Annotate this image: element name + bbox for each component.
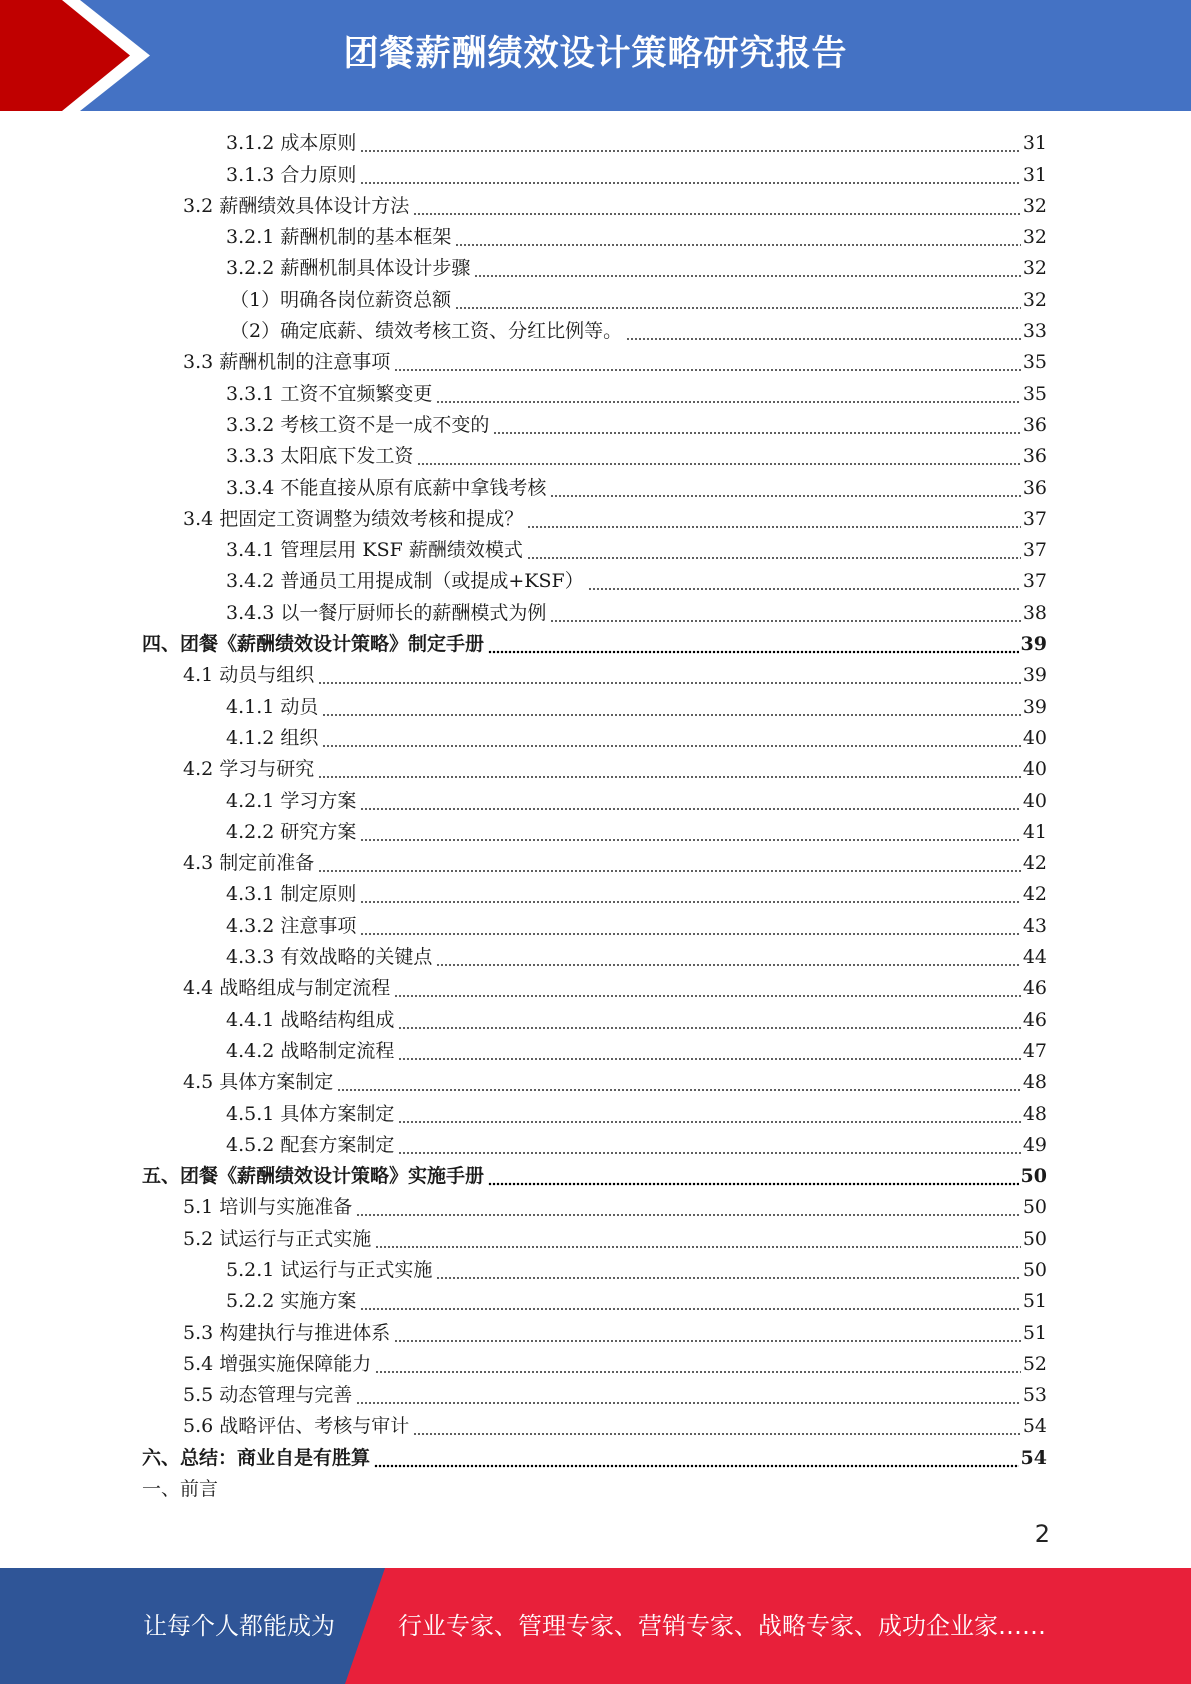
toc-entry-page: 54 [1022, 1415, 1047, 1438]
toc-dot-leader [356, 1192, 1021, 1223]
toc-entry[interactable] [142, 253, 1047, 284]
toc-entry[interactable] [142, 284, 1047, 315]
toc-entry[interactable] [142, 1004, 1047, 1035]
toc-entry-page: 32 [1022, 194, 1047, 217]
toc-entry-page: 49 [1022, 1133, 1047, 1156]
toc-entry-title: 5.1 培训与实施准备 [183, 1196, 353, 1219]
toc-dot-leader [356, 1380, 1021, 1411]
toc-entry-title: （1）明确各岗位薪资总额 [230, 288, 452, 311]
toc-dot-leader [394, 1318, 1021, 1349]
toc-entry-title: 4.5 具体方案制定 [183, 1071, 334, 1094]
toc-entry-title: 4.4.1 战略结构组成 [226, 1008, 395, 1031]
toc-dot-leader [398, 1099, 1020, 1130]
page-header [0, 0, 1191, 111]
toc-entry[interactable] [142, 691, 1047, 722]
page-footer [0, 1568, 1191, 1684]
toc-dot-leader [398, 1036, 1020, 1067]
toc-entry-title: 3.3.2 考核工资不是一成不变的 [226, 413, 490, 436]
toc-dot-leader [360, 817, 1020, 848]
toc-dot-leader [527, 504, 1021, 535]
toc-entry-page: 32 [1022, 257, 1047, 280]
toc-entry-page: 50 [1022, 1258, 1047, 1281]
toc-entry-title: 3.4.2 普通员工用提成制（或提成+KSF） [226, 570, 584, 593]
toc-dot-leader [375, 1349, 1021, 1380]
toc-entry-title: 4.4.2 战略制定流程 [226, 1039, 395, 1062]
toc-entry[interactable] [142, 1286, 1047, 1317]
toc-dot-leader [337, 1067, 1021, 1098]
toc-dot-leader [488, 629, 1019, 660]
toc-dot-leader [588, 566, 1021, 597]
toc-entry-title: 4.2 学习与研究 [183, 758, 315, 781]
toc-entry-page: 51 [1022, 1290, 1047, 1313]
toc-entry-title: 3.3 薪酬机制的注意事项 [183, 351, 391, 374]
toc-entry[interactable] [142, 222, 1047, 253]
toc-entry[interactable] [142, 1411, 1047, 1442]
toc-dot-leader [493, 410, 1020, 441]
toc-dot-leader [413, 191, 1021, 222]
toc-entry-title: 六、总结：商业自是有胜算 [142, 1446, 371, 1469]
toc-entry[interactable] [142, 191, 1047, 222]
toc-dot-leader [394, 347, 1021, 378]
toc-entry-title: 3.3.1 工资不宜频繁变更 [226, 382, 433, 405]
toc-entry-title: 4.2.2 研究方案 [226, 820, 357, 843]
toc-entry-title: 5.5 动态管理与完善 [183, 1384, 353, 1407]
toc-entry-page: 38 [1022, 601, 1047, 624]
toc-dot-leader [455, 285, 1021, 316]
toc-entry-page: 31 [1022, 132, 1047, 155]
toc-entry[interactable] [142, 785, 1047, 816]
toc-entry-title: 3.3.3 太阳底下发工资 [226, 445, 414, 468]
toc-entry[interactable] [142, 973, 1047, 1004]
toc-entry[interactable] [142, 410, 1047, 441]
toc-entry-page: 40 [1022, 726, 1047, 749]
toc-entry-title: 3.2.2 薪酬机制具体设计步骤 [226, 257, 471, 280]
toc-entry[interactable] [142, 1130, 1047, 1161]
toc-dot-leader [413, 1411, 1021, 1442]
toc-entry-page: 37 [1022, 570, 1047, 593]
footer-slogan-right: 行业专家、管理专家、营销专家、战略专家、成功企业家…… [398, 1612, 1046, 1640]
toc-entry-title: 5.6 战略评估、考核与审计 [183, 1415, 410, 1438]
toc-entry-page: 46 [1022, 1008, 1047, 1031]
toc-entry-page: 50 [1022, 1196, 1047, 1219]
toc-entry[interactable] [142, 660, 1047, 691]
toc-entry-title: （2）确定底薪、绩效考核工资、分红比例等。 [230, 320, 623, 343]
toc-entry-page: 36 [1022, 413, 1047, 436]
toc-entry[interactable] [142, 1380, 1047, 1411]
toc-entry-page: 35 [1022, 351, 1047, 374]
toc-dot-leader [488, 1161, 1019, 1192]
toc-entry-title: 4.3.1 制定原则 [226, 883, 357, 906]
toc-entry-page: 42 [1022, 852, 1047, 875]
toc-dot-leader [436, 379, 1020, 410]
toc-entry[interactable] [142, 1192, 1047, 1223]
toc-entry-title: 5.2.1 试运行与正式实施 [226, 1258, 433, 1281]
toc-entry-page: 53 [1022, 1384, 1047, 1407]
toc-entry-title: 四、团餐《薪酬绩效设计策略》制定手册 [142, 633, 485, 656]
toc-entry-page: 51 [1022, 1321, 1047, 1344]
toc-entry[interactable] [142, 441, 1047, 472]
toc-dot-leader [626, 316, 1021, 347]
toc-entry[interactable] [142, 535, 1047, 566]
toc-entry[interactable] [142, 817, 1047, 848]
toc-entry[interactable] [142, 316, 1047, 347]
toc-entry-page: 36 [1022, 476, 1047, 499]
toc-dot-leader [394, 973, 1021, 1004]
toc-entry-title: 3.1.2 成本原则 [226, 132, 357, 155]
toc-entry-title: 4.3.3 有效战略的关键点 [226, 946, 433, 969]
toc-entry-page: 35 [1022, 382, 1047, 405]
toc-entry-page: 50 [1022, 1227, 1047, 1250]
toc-entry-title: 4.4 战略组成与制定流程 [183, 977, 391, 1000]
toc-dot-leader [318, 848, 1021, 879]
toc-entry-title: 3.1.3 合力原则 [226, 163, 357, 186]
toc-entry[interactable] [142, 942, 1047, 973]
toc-entry[interactable] [142, 597, 1047, 628]
toc-entry[interactable] [142, 1067, 1047, 1098]
toc-entry-title: 4.1.1 动员 [226, 695, 319, 718]
toc-dot-leader [474, 253, 1020, 284]
toc-entry[interactable] [142, 472, 1047, 503]
toc-entry-page: 41 [1022, 820, 1047, 843]
toc-entry[interactable] [142, 128, 1047, 159]
toc-entry-page: 52 [1022, 1352, 1047, 1375]
toc-entry-title: 4.1 动员与组织 [183, 664, 315, 687]
toc-entry[interactable] [142, 1474, 1047, 1505]
table-of-contents [142, 128, 1047, 1505]
toc-dot-leader [360, 786, 1020, 817]
toc-dot-leader [322, 692, 1020, 723]
toc-entry-page: 47 [1022, 1039, 1047, 1062]
toc-entry-title: 3.2 薪酬绩效具体设计方法 [183, 194, 410, 217]
toc-entry[interactable] [142, 378, 1047, 409]
toc-dot-leader [417, 441, 1020, 472]
toc-entry[interactable] [142, 879, 1047, 910]
toc-entry-page: 48 [1022, 1102, 1047, 1125]
toc-entry-page: 37 [1022, 539, 1047, 562]
toc-entry[interactable] [142, 910, 1047, 941]
toc-dot-leader [527, 535, 1021, 566]
toc-entry-page: 39 [1020, 633, 1047, 656]
toc-entry-title: 3.4 把固定工资调整为绩效考核和提成？ [183, 507, 524, 530]
toc-entry-page: 32 [1022, 288, 1047, 311]
toc-dot-leader [360, 128, 1020, 159]
toc-dot-leader [455, 222, 1020, 253]
toc-entry[interactable] [142, 754, 1047, 785]
toc-entry-title: 4.5.2 配套方案制定 [226, 1133, 395, 1156]
toc-dot-leader [398, 1130, 1020, 1161]
toc-entry[interactable] [142, 1161, 1047, 1192]
toc-entry[interactable] [142, 1317, 1047, 1348]
toc-entry-title: 4.3.2 注意事项 [226, 914, 357, 937]
toc-dot-leader [360, 879, 1020, 910]
toc-entry-page: 54 [1020, 1446, 1047, 1469]
toc-dot-leader [360, 911, 1020, 942]
toc-entry-page: 43 [1022, 914, 1047, 937]
toc-entry[interactable] [142, 504, 1047, 535]
footer-slogan-left: 让每个人都能成为 [143, 1612, 335, 1640]
toc-dot-leader [322, 723, 1020, 754]
toc-entry-title: 4.3 制定前准备 [183, 852, 315, 875]
toc-dot-leader [550, 473, 1020, 504]
toc-entry[interactable] [142, 723, 1047, 754]
toc-entry-page: 33 [1022, 320, 1047, 343]
toc-dot-leader [360, 1286, 1020, 1317]
toc-entry[interactable] [142, 629, 1047, 660]
toc-dot-leader [398, 1005, 1020, 1036]
toc-dot-leader [360, 160, 1020, 191]
toc-entry-page: 36 [1022, 445, 1047, 468]
toc-entry-page: 42 [1022, 883, 1047, 906]
toc-entry-title: 3.4.3 以一餐厅厨师长的薪酬模式为例 [226, 601, 547, 624]
toc-entry-title: 3.3.4 不能直接从原有底薪中拿钱考核 [226, 476, 547, 499]
toc-entry[interactable] [142, 1349, 1047, 1380]
toc-entry-title: 五、团餐《薪酬绩效设计策略》实施手册 [142, 1165, 485, 1188]
toc-entry-page: 40 [1022, 789, 1047, 812]
toc-entry[interactable] [142, 1036, 1047, 1067]
toc-entry[interactable] [142, 848, 1047, 879]
toc-dot-leader [375, 1224, 1021, 1255]
toc-entry[interactable] [142, 1255, 1047, 1286]
toc-dot-leader [436, 942, 1020, 973]
toc-entry-page: 32 [1022, 226, 1047, 249]
toc-entry-page: 46 [1022, 977, 1047, 1000]
toc-dot-leader [374, 1443, 1019, 1474]
toc-entry-page: 39 [1022, 664, 1047, 687]
toc-entry-title: 4.1.2 组织 [226, 726, 319, 749]
toc-entry-title: 3.2.1 薪酬机制的基本框架 [226, 226, 452, 249]
toc-entry[interactable] [142, 1223, 1047, 1254]
toc-entry-title: 4.5.1 具体方案制定 [226, 1102, 395, 1125]
toc-dot-leader [318, 660, 1021, 691]
toc-entry[interactable] [142, 1442, 1047, 1473]
toc-entry[interactable] [142, 1098, 1047, 1129]
toc-entry-title: 一、前言 [142, 1478, 219, 1501]
toc-entry-title: 5.3 构建执行与推进体系 [183, 1321, 391, 1344]
toc-entry-title: 5.4 增强实施保障能力 [183, 1352, 372, 1375]
toc-entry[interactable] [142, 159, 1047, 190]
toc-entry[interactable] [142, 347, 1047, 378]
toc-entry-page: 39 [1022, 695, 1047, 718]
toc-entry[interactable] [142, 566, 1047, 597]
toc-entry-page: 31 [1022, 163, 1047, 186]
report-title: 团餐薪酬绩效设计策略研究报告 [343, 34, 848, 74]
page-number: 2 [1034, 1520, 1050, 1548]
toc-dot-leader [318, 754, 1021, 785]
toc-dot-leader [550, 598, 1020, 629]
toc-dot-leader [436, 1255, 1020, 1286]
toc-entry-title: 5.2.2 实施方案 [226, 1290, 357, 1313]
toc-entry-title: 4.2.1 学习方案 [226, 789, 357, 812]
toc-entry-title: 5.2 试运行与正式实施 [183, 1227, 372, 1250]
toc-entry-title: 3.4.1 管理层用 KSF 薪酬绩效模式 [226, 539, 523, 562]
toc-entry-page: 37 [1022, 507, 1047, 530]
toc-entry-page: 40 [1022, 758, 1047, 781]
toc-entry-page: 48 [1022, 1071, 1047, 1094]
toc-entry-page: 44 [1022, 946, 1047, 969]
toc-entry-page: 50 [1020, 1165, 1047, 1188]
